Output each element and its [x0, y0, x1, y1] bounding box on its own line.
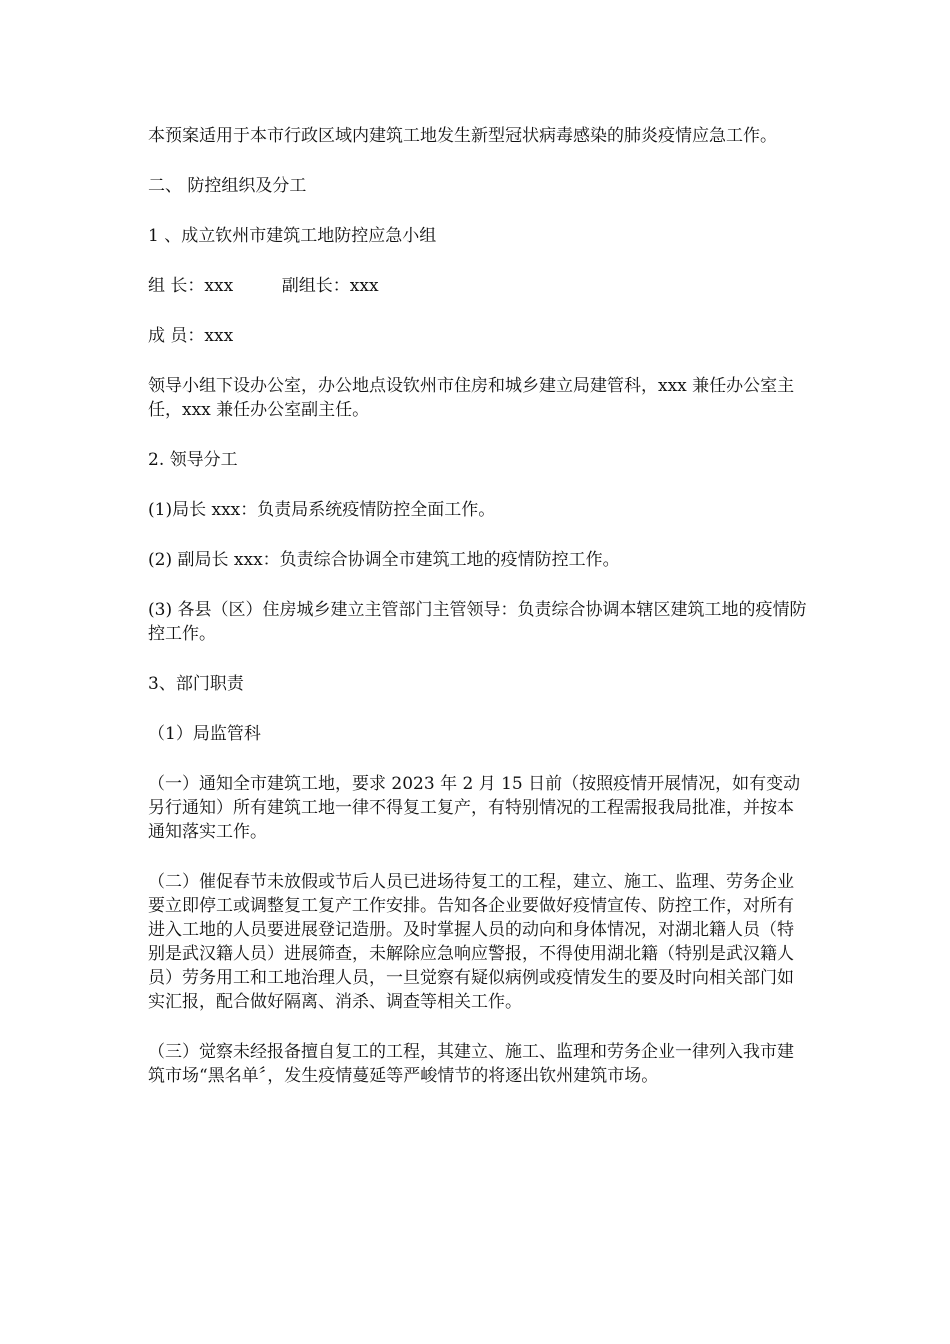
heading-establish-group: 1 、成立钦州市建筑工地防控应急小组 [148, 226, 437, 246]
heading-supervision-section: （1）局监管科 [148, 724, 261, 744]
paragraph-county-leaders: (3) 各县（区）住房城乡建立主管部门主管领导：负责综合协调本辖区建筑工地的疫情防控工作。 [148, 600, 807, 644]
paragraph-duty-one: （一）通知全市建筑工地，要求 2023 年 2 月 15 日前（按照疫情开展情况，如有变动另行通知）所有建筑工地一律不得复工复产，有特别情况的工程需报我局批准，并按本通知落实工作。 [148, 774, 801, 842]
paragraph-group-leaders: 组 长：xxx 副组长：xxx [148, 276, 379, 296]
heading-department-duties: 3、部门职责 [148, 674, 244, 694]
paragraph-director: (1)局长 xxx：负责局系统疫情防控全面工作。 [148, 500, 496, 520]
document-body [148, 124, 808, 1114]
heading-leadership-division: 2. 领导分工 [148, 450, 238, 470]
paragraph-duty-three: （三）觉察未经报备擅自复工的工程，其建立、施工、监理和劳务企业一律列入我市建筑市场“黑名单〞，发生疫情蔓延等严峻情节的将逐出钦州建筑市场。 [148, 1042, 794, 1086]
paragraph-group-members: 成 员：xxx [148, 326, 234, 346]
paragraph-office: 领导小组下设办公室，办公地点设钦州市住房和城乡建立局建管科，xxx 兼任办公室主任，xxx 兼任办公室副主任。 [148, 376, 795, 420]
heading-organization: 二、 防控组织及分工 [148, 176, 307, 196]
paragraph-deputy-director: (2) 副局长 xxx：负责综合协调全市建筑工地的疫情防控工作。 [148, 550, 620, 570]
paragraph-duty-two: （二）催促春节未放假或节后人员已进场待复工的工程，建立、施工、监理、劳务企业要立即停工或调整复工复产工作安排。告知各企业要做好疫情宣传、防控工作，对所有进入工地的人员要进展登记造册。及时掌握人员的动向和身体情况，对湖北籍人员（特别是武汉籍人员）进展筛查，未解除应急响应警报，不得使用湖北籍（特别是武汉籍人员）劳务用工和工地治理人员，一旦觉察有疑似病例或疫情发生的要及时向相关部门如实汇报，配合做好隔离、消杀、调查等相关工作。 [148, 872, 794, 1012]
paragraph-scope: 本预案适用于本市行政区域内建筑工地发生新型冠状病毒感染的肺炎疫情应急工作。 [148, 126, 777, 146]
